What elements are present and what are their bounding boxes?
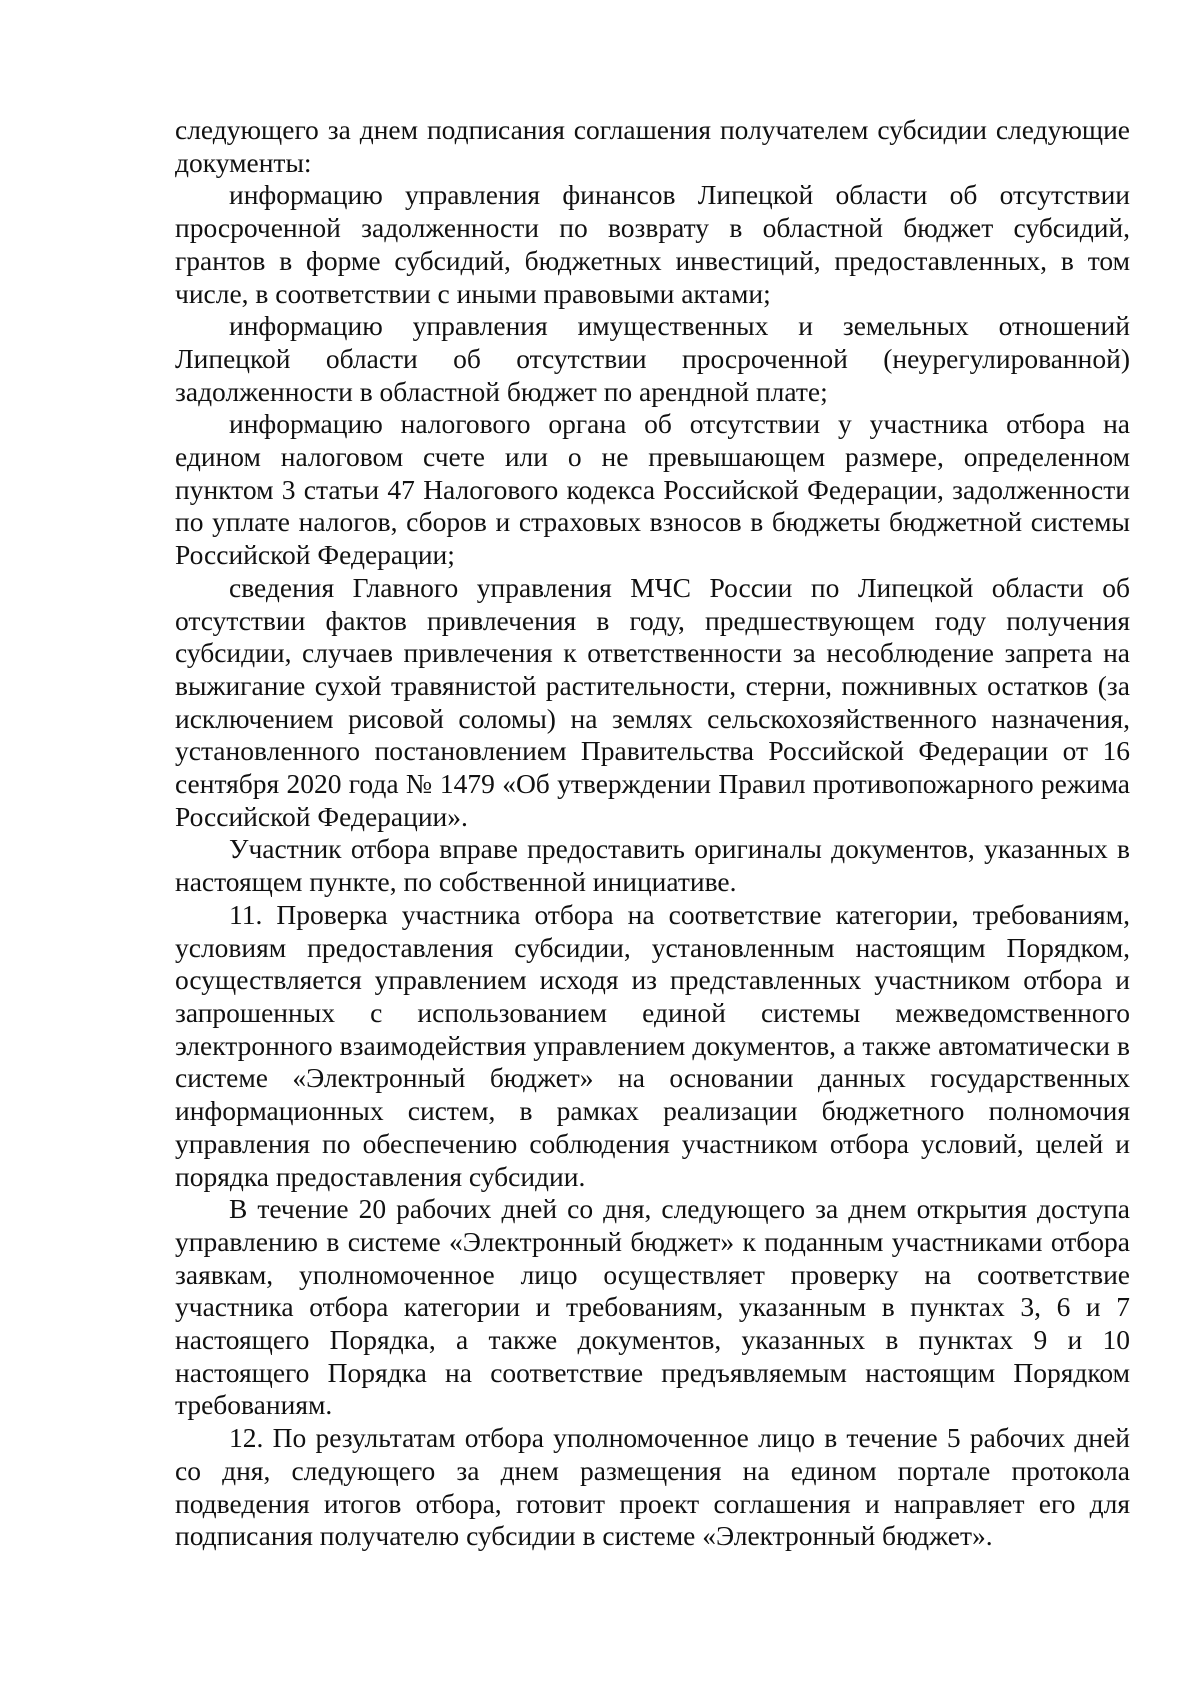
paragraph-finance-info: информацию управления финансов Липецкой области об отсутствии просроченной задолженности по возврату в областной бюджет субсидий, грантов в форме субсидий, бюджетных инвестиций, предоставленных, в том числе, в соответствии с иными правовыми актами; bbox=[175, 179, 1130, 309]
paragraph-continuation: следующего за днем подписания соглашения получателем субсидии следующие документы: bbox=[175, 114, 1130, 178]
paragraph-verification-term: В течение 20 рабочих дней со дня, следующего за днем открытия доступа управлению в системе «Электронный бюджет» к поданным участниками отбора заявкам, уполномоченное лицо осуществляет проверку на соответствие участника отбора категории и требованиям, указанным в пунктах 3, 6 и 7 настоящего Порядка, а также документов, указанных в пунктах 9 и 10 настоящего Порядка на соответствие предъявляемым настоящим Порядком требованиям. bbox=[175, 1193, 1130, 1421]
paragraph-originals: Участник отбора вправе предоставить оригиналы документов, указанных в настоящем пункте, по собственной инициативе. bbox=[175, 833, 1130, 898]
document-body bbox=[175, 114, 1130, 1553]
paragraph-item-12: 12. По результатам отбора уполномоченное лицо в течение 5 рабочих дней со дня, следующего за днем размещения на едином портале протокола подведения итогов отбора, готовит проект соглашения и направляет его для подписания получателю субсидии в системе «Электронный бюджет». bbox=[175, 1422, 1130, 1552]
paragraph-item-11: 11. Проверка участника отбора на соответствие категории, требованиям, условиям предоставления субсидии, установленным настоящим Порядком, осуществляется управлением исходя из представленных участником отбора и запрошенных с использованием единой системы межведомственного электронного взаимодействия управлением документов, а также автоматически в системе «Электронный бюджет» на основании данных государственных информационных систем, в рамках реализации бюджетного полномочия управления по обеспечению соблюдения участником отбора условий, целей и порядка предоставления субсидии. bbox=[175, 898, 1130, 1192]
paragraph-property-info: информацию управления имущественных и земельных отношений Липецкой области об отсутствии просроченной (неурегулированной) задолженности в областной бюджет по арендной плате; bbox=[175, 310, 1130, 407]
paragraph-tax-info: информацию налогового органа об отсутствии у участника отбора на едином налоговом счете или о не превышающем размере, определенном пунктом 3 статьи 47 Налогового кодекса Российской Федерации, задолженности по уплате налогов, сборов и страховых взносов в бюджеты бюджетной системы Российской Федерации; bbox=[175, 408, 1130, 571]
paragraph-emergency-info: сведения Главного управления МЧС России по Липецкой области об отсутствии фактов привлечения в году, предшествующем году получения субсидии, случаев привлечения к ответственности за несоблюдение запрета на выжигание сухой травянистой растительности, стерни, пожнивных остатков (за исключением рисовой соломы) на землях сельскохозяйственного назначения, установленного постановлением Правительства Российской Федерации от 16 сентября 2020 года № 1479 «Об утверждении Правил противопожарного режима Российской Федерации». bbox=[175, 571, 1130, 832]
